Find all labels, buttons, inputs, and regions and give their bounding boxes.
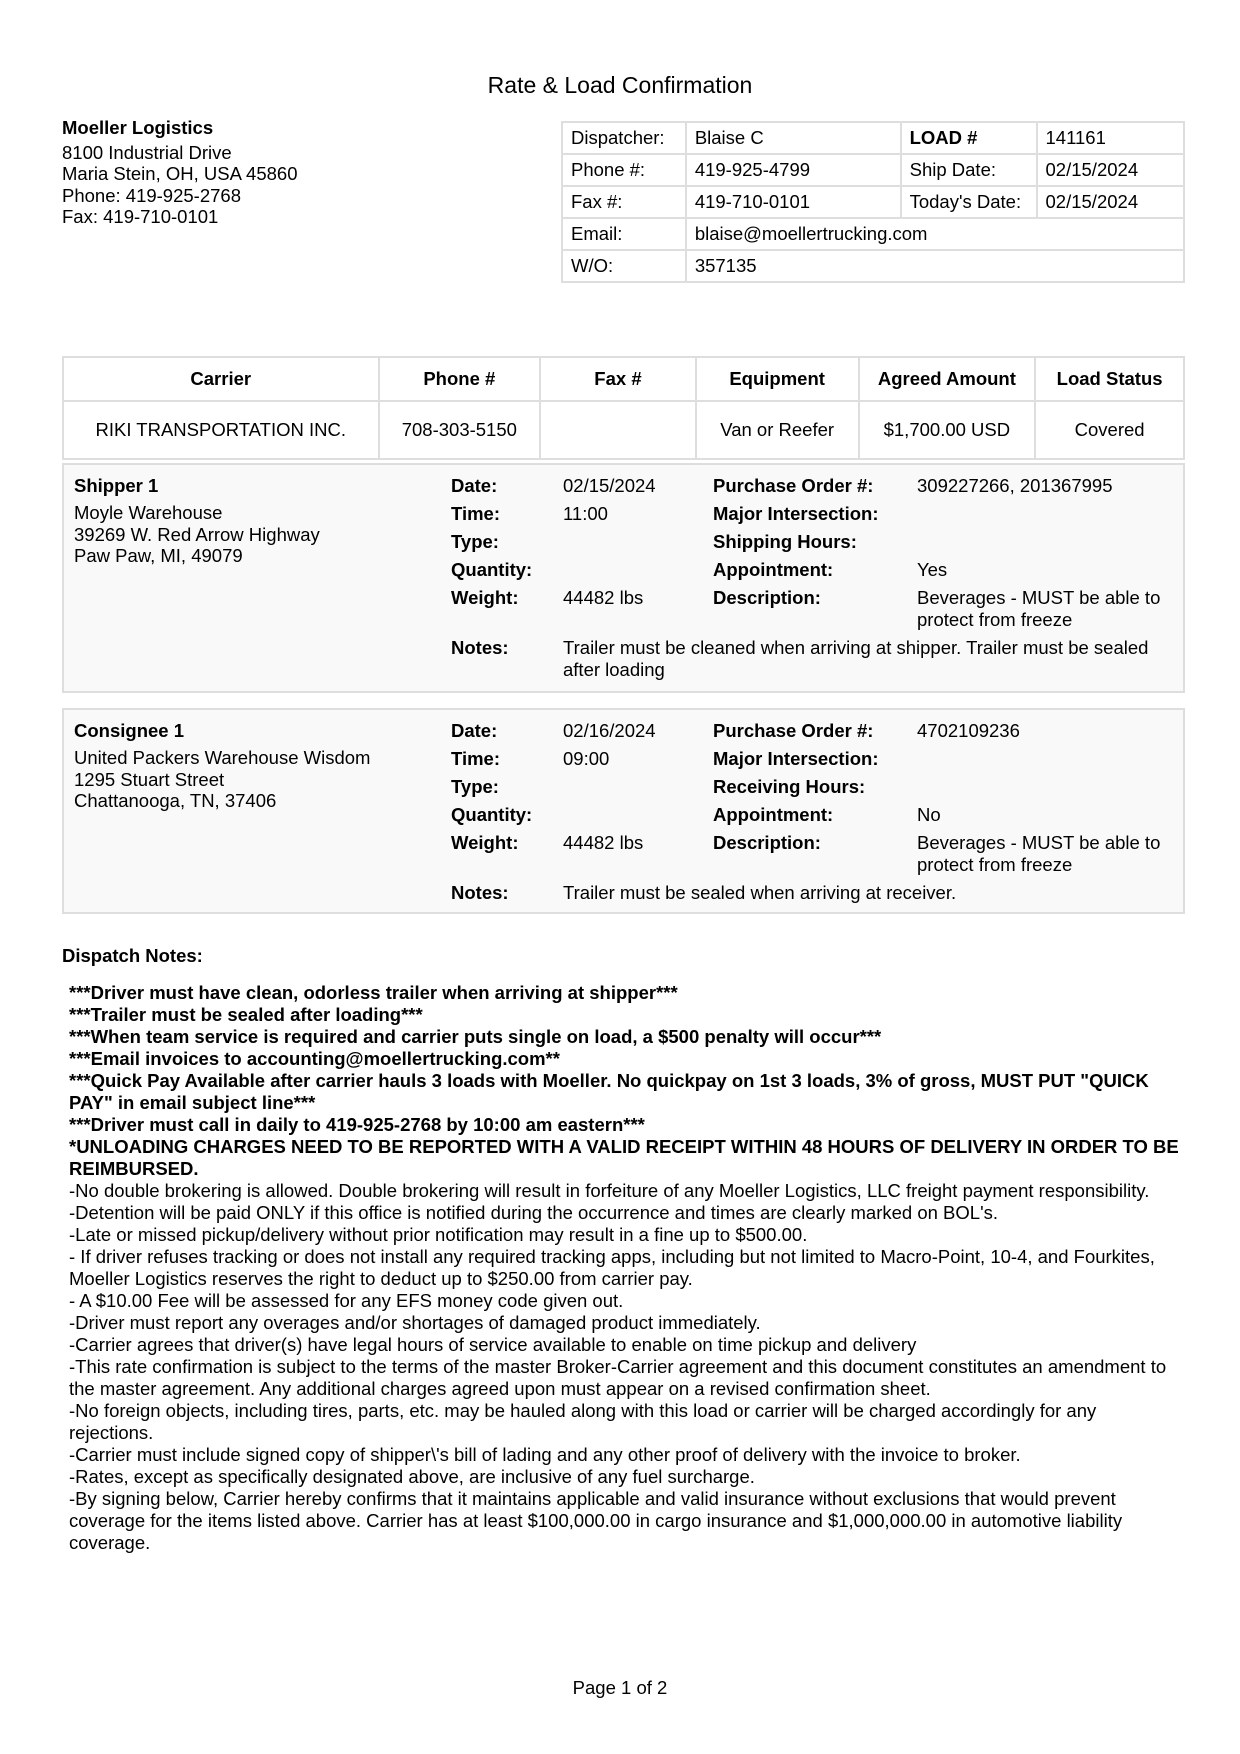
dispatch-note: -By signing below, Carrier hereby confirms that it maintains applicable and valid insurance without exclusions that would prevent coverage for the items listed above. Carrier has at least $100,000.00 in cargo insurance and $1,000,000.00 in automotive liability coverage. [69,1488,1123,1553]
consignee-address [74,747,370,812]
notes-label: Notes: [451,637,509,658]
ship-date-label: Ship Date: [901,154,1037,186]
consignee-date: 02/16/2024 [563,720,656,741]
dispatch-note: ***Quick Pay Available after carrier hauls 3 loads with Moeller. No quickpay on 1st 3 loads, 3% of gross, MUST PUT "QUICK PAY" in email subject line*** [69,1070,1149,1113]
dispatch-note: -No foreign objects, including tires, parts, etc. may be hauled along with this load or carrier will be charged accordingly for any rejections. [69,1400,1097,1443]
shipper-address [74,502,320,567]
consignee-section [62,708,1185,914]
po-label: Purchase Order #: [713,475,874,496]
carrier-phone: 708-303-5150 [379,401,541,459]
shipping-hours-label: Shipping Hours: [713,531,857,552]
shipper-city: Paw Paw, MI, 49079 [74,545,243,566]
weight-label: Weight: [451,832,519,853]
dispatcher-phone-label: Phone #: [562,154,686,186]
column-header: Fax # [540,357,696,401]
consignee-po: 4702109236 [917,720,1020,741]
shipper-po: 309227266, 201367995 [917,475,1113,496]
consignee-street: 1295 Stuart Street [74,768,225,790]
column-header: Carrier [63,357,379,401]
po-label: Purchase Order #: [713,720,874,741]
load-number-label: LOAD # [901,122,1037,154]
appointment-label: Appointment: [713,559,834,580]
company-block [62,117,297,228]
date-label: Date: [451,475,498,496]
shipper-time: 11:00 [563,503,608,524]
todays-date-label: Today's Date: [901,186,1037,218]
description-label: Description: [713,587,821,608]
company-name: Moeller Logistics [62,117,214,138]
shipper-appointment: Yes [917,559,948,580]
dispatch-note: -Detention will be paid ONLY if this office is notified during the occurrence and times are clearly marked on BOL's. [69,1202,998,1223]
dispatcher-label: Dispatcher: [562,122,686,154]
table-row [562,154,1184,186]
table-row [562,186,1184,218]
equipment: Van or Reefer [696,401,859,459]
dispatch-note: -Driver must report any overages and/or shortages of damaged product immediately. [69,1312,761,1333]
work-order-value: 357135 [686,250,1184,282]
intersection-label: Major Intersection: [713,503,879,524]
page-number: Page 1 of 2 [572,1677,668,1698]
dispatch-note: - If driver refuses tracking or does not install any required tracking apps, including but not limited to Macro-Point, 10-4, and Fourkites, Moeller Logistics reserves the right to deduct up to $250.00 from carrier pay. [69,1246,1155,1289]
dispatch-note: -This rate confirmation is subject to the terms of the master Broker-Carrier agreement and this document constitutes an amendment to the master agreement. Any additional charges agreed upon must appear on a revised confirmation sheet. [69,1356,1167,1399]
dispatch-note: ***Email invoices to accounting@moellertrucking.com** [69,1048,560,1069]
consignee-appointment: No [917,804,941,825]
consignee-weight: 44482 lbs [563,832,644,853]
intersection-label: Major Intersection: [713,748,879,769]
page-title: Rate & Load Confirmation [487,72,753,98]
notes-label: Notes: [451,882,509,903]
email-value: blaise@moellertrucking.com [686,218,1184,250]
appointment-label: Appointment: [713,804,834,825]
dispatch-note: -Carrier must include signed copy of shipper\'s bill of lading and any other proof of delivery with the invoice to broker. [69,1444,1021,1465]
shipper-name: Moyle Warehouse [74,502,223,523]
time-label: Time: [451,748,501,769]
dispatch-notes [69,982,1179,1554]
date-label: Date: [451,720,498,741]
dispatch-note: -No double brokering is allowed. Double brokering will result in forfeiture of any Moeller Logistics, LLC freight payment responsibility. [69,1180,1150,1201]
todays-date-value: 02/15/2024 [1037,186,1184,218]
work-order-label: W/O: [562,250,686,282]
company-address-line1: 8100 Industrial Drive [62,141,232,163]
agreed-amount: $1,700.00 USD [859,401,1036,459]
load-number-value: 141161 [1037,122,1184,154]
table-row [63,401,1184,459]
dispatch-note: ***Trailer must be sealed after loading*** [69,1004,423,1025]
load-info-table [561,121,1185,283]
type-label: Type: [451,776,499,797]
dispatch-note: -Late or missed pickup/delivery without prior notification may result in a fine up to $500.00. [69,1224,808,1245]
table-header-row [63,357,1184,401]
column-header: Phone # [379,357,541,401]
dispatcher-value: Blaise C [686,122,901,154]
ship-date-value: 02/15/2024 [1037,154,1184,186]
shipper-description: Beverages - MUST be able to protect from freeze [917,587,1161,630]
column-header: Equipment [696,357,859,401]
consignee-time: 09:00 [563,748,610,769]
dispatcher-fax-label: Fax #: [562,186,686,218]
column-header: Agreed Amount [859,357,1036,401]
dispatch-note: - A $10.00 Fee will be assessed for any EFS money code given out. [69,1290,624,1311]
consignee-notes: Trailer must be sealed when arriving at receiver. [563,882,957,903]
weight-label: Weight: [451,587,519,608]
company-fax: Fax: 419-710-0101 [62,206,219,227]
carrier-table [62,356,1185,460]
consignee-description: Beverages - MUST be able to protect from freeze [917,832,1161,875]
shipper-notes: Trailer must be cleaned when arriving at shipper. Trailer must be sealed after loading [563,637,1149,680]
consignee-heading: Consignee 1 [74,720,184,741]
shipper-section [62,463,1185,693]
dispatch-note: ***Driver must call in daily to 419-925-2768 by 10:00 am eastern*** [69,1114,645,1135]
load-status: Covered [1035,401,1184,459]
dispatch-note: -Rates, except as specifically designated above, are inclusive of any fuel surcharge. [69,1466,755,1487]
table-row [562,122,1184,154]
dispatch-note: ***When team service is required and carrier puts single on load, a $500 penalty will occur*** [69,1026,882,1047]
email-label: Email: [562,218,686,250]
description-label: Description: [713,832,821,853]
shipper-date: 02/15/2024 [563,475,656,496]
receiving-hours-label: Receiving Hours: [713,776,866,797]
column-header: Load Status [1035,357,1184,401]
dispatcher-phone-value: 419-925-4799 [686,154,901,186]
dispatch-note: ***Driver must have clean, odorless trailer when arriving at shipper*** [69,982,678,1003]
type-label: Type: [451,531,499,552]
quantity-label: Quantity: [451,804,533,825]
dispatch-notes-heading: Dispatch Notes: [62,945,203,966]
company-phone: Phone: 419-925-2768 [62,184,241,206]
table-row [562,218,1184,250]
time-label: Time: [451,503,501,524]
dispatch-note: *UNLOADING CHARGES NEED TO BE REPORTED WITH A VALID RECEIPT WITHIN 48 HOURS OF DELIVERY IN ORDER TO BE REIMBURSED. [69,1136,1179,1179]
table-row [562,250,1184,282]
shipper-street: 39269 W. Red Arrow Highway [74,523,320,545]
shipper-weight: 44482 lbs [563,587,644,608]
consignee-name: United Packers Warehouse Wisdom [74,747,371,768]
carrier-name: RIKI TRANSPORTATION INC. [63,401,379,459]
carrier-fax [540,401,696,459]
quantity-label: Quantity: [451,559,533,580]
consignee-city: Chattanooga, TN, 37406 [74,790,277,811]
shipper-heading: Shipper 1 [74,475,159,496]
company-address-line2: Maria Stein, OH, USA 45860 [62,163,298,184]
dispatcher-fax-value: 419-710-0101 [686,186,901,218]
dispatch-note: -Carrier agrees that driver(s) have legal hours of service available to enable on time pickup and delivery [69,1334,917,1355]
